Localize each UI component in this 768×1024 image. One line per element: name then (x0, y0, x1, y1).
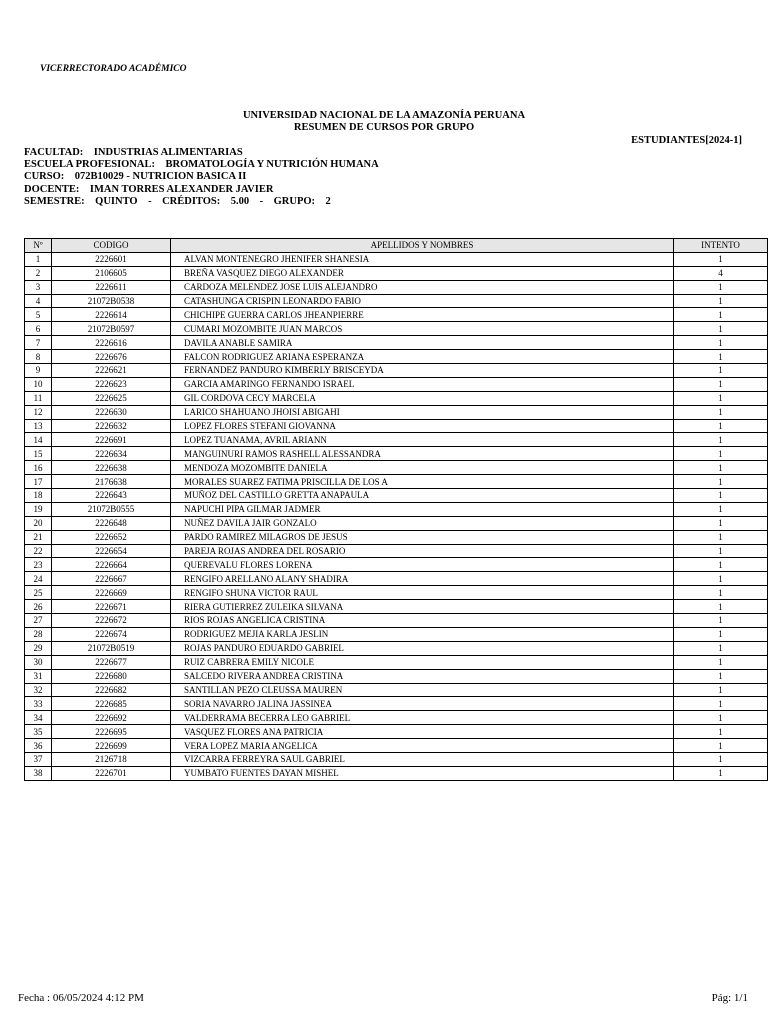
student-code: 2226671 (52, 600, 171, 614)
student-name: MANGUINURI RAMOS RASHELL ALESSANDRA (171, 447, 674, 461)
table-row (25, 697, 768, 711)
attempt-count: 1 (674, 766, 768, 780)
attempt-count: 1 (674, 461, 768, 475)
row-number: 35 (25, 725, 52, 739)
student-code: 2226654 (52, 544, 171, 558)
report-title: RESUMEN DE CURSOS POR GRUPO (293, 122, 475, 133)
attempt-count: 1 (674, 572, 768, 586)
student-code: 2226672 (52, 614, 171, 628)
student-code: 21072B0519 (52, 641, 171, 655)
student-name: VASQUEZ FLORES ANA PATRICIA (171, 725, 674, 739)
row-number: 30 (25, 655, 52, 669)
student-code: 2226630 (52, 405, 171, 419)
row-number: 3 (25, 280, 52, 294)
header-number: Nº (25, 239, 52, 253)
student-name: MENDOZA MOZOMBITE DANIELA (171, 461, 674, 475)
attempt-count: 1 (674, 322, 768, 336)
student-name: CARDOZA MELENDEZ JOSE LUIS ALEJANDRO (171, 280, 674, 294)
row-number: 18 (25, 489, 52, 503)
student-code: 2226638 (52, 461, 171, 475)
row-number: 17 (25, 475, 52, 489)
row-number: 34 (25, 711, 52, 725)
table-row (25, 433, 768, 447)
table-row (25, 516, 768, 530)
attempt-count: 1 (674, 725, 768, 739)
table-row (25, 364, 768, 378)
student-name: PARDO RAMIREZ MILAGROS DE JESUS (171, 530, 674, 544)
student-code: 2226623 (52, 377, 171, 391)
row-number: 1 (25, 252, 52, 266)
attempt-count: 1 (674, 433, 768, 447)
student-name: RUIZ CABRERA EMILY NICOLE (171, 655, 674, 669)
student-name: FERNANDEZ PANDURO KIMBERLY BRISCEYDA (171, 364, 674, 378)
row-number: 4 (25, 294, 52, 308)
student-code: 2226677 (52, 655, 171, 669)
row-number: 8 (25, 350, 52, 364)
attempt-count: 1 (674, 697, 768, 711)
attempt-count: 1 (674, 502, 768, 516)
table-row (25, 655, 768, 669)
table-row (25, 502, 768, 516)
page-number: Pág: 1/1 (711, 992, 748, 1004)
row-number: 13 (25, 419, 52, 433)
row-number: 38 (25, 766, 52, 780)
student-code: 2226674 (52, 627, 171, 641)
student-code: 2106605 (52, 266, 171, 280)
attempt-count: 1 (674, 405, 768, 419)
attempt-count: 1 (674, 530, 768, 544)
student-name: RENGIFO ARELLANO ALANY SHADIRA (171, 572, 674, 586)
attempt-count: 1 (674, 544, 768, 558)
table-row (25, 683, 768, 697)
student-code: 2226643 (52, 489, 171, 503)
row-number: 15 (25, 447, 52, 461)
row-number: 6 (25, 322, 52, 336)
student-name: ROJAS PANDURO EDUARDO GABRIEL (171, 641, 674, 655)
attempt-count: 1 (674, 683, 768, 697)
header-attempt: INTENTO (674, 239, 768, 253)
row-number: 25 (25, 586, 52, 600)
row-number: 33 (25, 697, 52, 711)
curso-line: CURSO: 072B10029 - NUTRICION BASICA II (24, 171, 247, 183)
student-code: 2226621 (52, 364, 171, 378)
attempt-count: 1 (674, 655, 768, 669)
header-code: CODIGO (52, 239, 171, 253)
table-row (25, 725, 768, 739)
student-code: 2226634 (52, 447, 171, 461)
student-name: ALVAN MONTENEGRO JHENIFER SHANESIA (171, 252, 674, 266)
student-code: 2226695 (52, 725, 171, 739)
attempt-count: 1 (674, 600, 768, 614)
table-row (25, 391, 768, 405)
student-name: VIZCARRA FERREYRA SAUL GABRIEL (171, 752, 674, 766)
student-name: NUÑEZ DAVILA JAIR GONZALO (171, 516, 674, 530)
table-row (25, 614, 768, 628)
table-row (25, 739, 768, 753)
student-name: VALDERRAMA BECERRA LEO GABRIEL (171, 711, 674, 725)
student-code: 21072B0555 (52, 502, 171, 516)
table-row (25, 419, 768, 433)
table-row (25, 252, 768, 266)
table-row (25, 308, 768, 322)
attempt-count: 1 (674, 252, 768, 266)
attempt-count: 1 (674, 752, 768, 766)
escuela-line: ESCUELA PROFESIONAL: BROMATOLOGÍA Y NUTRICIÓN HUMANA (24, 159, 379, 171)
table-row (25, 461, 768, 475)
student-name: FALCON RODRIGUEZ ARIANA ESPERANZA (171, 350, 674, 364)
table-row (25, 280, 768, 294)
table-row (25, 600, 768, 614)
student-code: 2226680 (52, 669, 171, 683)
student-name: SANTILLAN PEZO CLEUSSA MAUREN (171, 683, 674, 697)
student-code: 2226691 (52, 433, 171, 447)
row-number: 24 (25, 572, 52, 586)
attempt-count: 1 (674, 280, 768, 294)
student-name: GARCIA AMARINGO FERNANDO ISRAEL (171, 377, 674, 391)
table-row (25, 322, 768, 336)
students-period-label: ESTUDIANTES[2024-1] (631, 135, 742, 146)
report-heading (0, 110, 768, 134)
row-number: 26 (25, 600, 52, 614)
student-code: 2226611 (52, 280, 171, 294)
row-number: 27 (25, 614, 52, 628)
student-code: 2126718 (52, 752, 171, 766)
attempt-count: 1 (674, 294, 768, 308)
attempt-count: 1 (674, 516, 768, 530)
student-code: 2226667 (52, 572, 171, 586)
attempt-count: 1 (674, 489, 768, 503)
attempt-count: 1 (674, 586, 768, 600)
student-name: MUÑOZ DEL CASTILLO GRETTA ANAPAULA (171, 489, 674, 503)
attempt-count: 1 (674, 558, 768, 572)
row-number: 5 (25, 308, 52, 322)
facultad-line: FACULTAD: INDUSTRIAS ALIMENTARIAS (24, 147, 243, 158)
student-code: 2226632 (52, 419, 171, 433)
student-name: GIL CORDOVA CECY MARCELA (171, 391, 674, 405)
student-code: 2226614 (52, 308, 171, 322)
table-row (25, 627, 768, 641)
table-row (25, 572, 768, 586)
row-number: 16 (25, 461, 52, 475)
student-name: YUMBATO FUENTES DAYAN MISHEL (171, 766, 674, 780)
table-row (25, 544, 768, 558)
student-code: 2226701 (52, 766, 171, 780)
student-name: VERA LOPEZ MARIA ANGELICA (171, 739, 674, 753)
attempt-count: 1 (674, 739, 768, 753)
vicerrectorado-label: VICERRECTORADO ACADÉMICO (40, 64, 187, 74)
semestre-line: SEMESTRE: QUINTO - CRÉDITOS: 5.00 - GRUPO: 2 (24, 195, 331, 207)
table-header-row (25, 239, 768, 253)
row-number: 28 (25, 627, 52, 641)
attempt-count: 1 (674, 669, 768, 683)
row-number: 21 (25, 530, 52, 544)
table-row (25, 558, 768, 572)
student-code: 2226682 (52, 683, 171, 697)
student-code: 2226652 (52, 530, 171, 544)
student-name: RIOS ROJAS ANGELICA CRISTINA (171, 614, 674, 628)
student-name: NAPUCHI PIPA GILMAR JADMER (171, 502, 674, 516)
row-number: 14 (25, 433, 52, 447)
student-code: 2226601 (52, 252, 171, 266)
table-row (25, 766, 768, 780)
student-code: 21072B0538 (52, 294, 171, 308)
student-code: 2176638 (52, 475, 171, 489)
table-row (25, 294, 768, 308)
table-row (25, 641, 768, 655)
student-name: BREÑA VASQUEZ DIEGO ALEXANDER (171, 266, 674, 280)
attempt-count: 1 (674, 391, 768, 405)
attempt-count: 1 (674, 447, 768, 461)
row-number: 7 (25, 336, 52, 350)
row-number: 19 (25, 502, 52, 516)
row-number: 37 (25, 752, 52, 766)
attempt-count: 1 (674, 419, 768, 433)
table-row (25, 489, 768, 503)
course-metadata (24, 147, 379, 208)
row-number: 32 (25, 683, 52, 697)
attempt-count: 1 (674, 627, 768, 641)
student-name: CHICHIPE GUERRA CARLOS JHEANPIERRE (171, 308, 674, 322)
student-name: LOPEZ TUANAMA, AVRIL ARIANN (171, 433, 674, 447)
row-number: 36 (25, 739, 52, 753)
row-number: 20 (25, 516, 52, 530)
row-number: 31 (25, 669, 52, 683)
table-row (25, 530, 768, 544)
student-code: 21072B0597 (52, 322, 171, 336)
row-number: 10 (25, 377, 52, 391)
student-name: PAREJA ROJAS ANDREA DEL ROSARIO (171, 544, 674, 558)
student-name: RODRIGUEZ MEJIA KARLA JESLIN (171, 627, 674, 641)
table-row (25, 447, 768, 461)
student-name: CATASHUNGA CRISPIN LEONARDO FABIO (171, 294, 674, 308)
student-code: 2226669 (52, 586, 171, 600)
student-code: 2226692 (52, 711, 171, 725)
student-name: RENGIFO SHUNA VICTOR RAUL (171, 586, 674, 600)
students-table (24, 238, 768, 781)
table-row (25, 336, 768, 350)
student-name: LOPEZ FLORES STEFANI GIOVANNA (171, 419, 674, 433)
attempt-count: 1 (674, 350, 768, 364)
attempt-count: 1 (674, 475, 768, 489)
attempt-count: 1 (674, 614, 768, 628)
row-number: 22 (25, 544, 52, 558)
row-number: 29 (25, 641, 52, 655)
table-row (25, 377, 768, 391)
table-row (25, 405, 768, 419)
student-name: SALCEDO RIVERA ANDREA CRISTINA (171, 669, 674, 683)
header-names: APELLIDOS Y NOMBRES (171, 239, 674, 253)
attempt-count: 1 (674, 308, 768, 322)
student-code: 2226685 (52, 697, 171, 711)
print-date: Fecha : 06/05/2024 4:12 PM (18, 992, 144, 1004)
row-number: 12 (25, 405, 52, 419)
table-row (25, 350, 768, 364)
student-name: SORIA NAVARRO JALINA JASSINEA (171, 697, 674, 711)
attempt-count: 4 (674, 266, 768, 280)
table-row (25, 669, 768, 683)
student-name: QUEREVALU FLORES LORENA (171, 558, 674, 572)
student-code: 2226625 (52, 391, 171, 405)
student-name: DAVILA ANABLE SAMIRA (171, 336, 674, 350)
row-number: 2 (25, 266, 52, 280)
student-name: CUMARI MOZOMBITE JUAN MARCOS (171, 322, 674, 336)
docente-line: DOCENTE: IMAN TORRES ALEXANDER JAVIER (24, 183, 274, 195)
table-row (25, 711, 768, 725)
student-code: 2226676 (52, 350, 171, 364)
row-number: 9 (25, 364, 52, 378)
student-name: LARICO SHAHUANO JHOISI ABIGAHI (171, 405, 674, 419)
attempt-count: 1 (674, 641, 768, 655)
attempt-count: 1 (674, 336, 768, 350)
table-row (25, 752, 768, 766)
row-number: 11 (25, 391, 52, 405)
student-code: 2226699 (52, 739, 171, 753)
student-code: 2226664 (52, 558, 171, 572)
attempt-count: 1 (674, 377, 768, 391)
attempt-count: 1 (674, 711, 768, 725)
student-name: RIERA GUTIERREZ ZULEIKA SILVANA (171, 600, 674, 614)
student-code: 2226616 (52, 336, 171, 350)
student-name: MORALES SUAREZ FATIMA PRISCILLA DE LOS A (171, 475, 674, 489)
table-row (25, 475, 768, 489)
attempt-count: 1 (674, 364, 768, 378)
row-number: 23 (25, 558, 52, 572)
table-row (25, 266, 768, 280)
table-row (25, 586, 768, 600)
university-name: UNIVERSIDAD NACIONAL DE LA AMAZONÍA PERUANA (242, 110, 526, 121)
student-code: 2226648 (52, 516, 171, 530)
